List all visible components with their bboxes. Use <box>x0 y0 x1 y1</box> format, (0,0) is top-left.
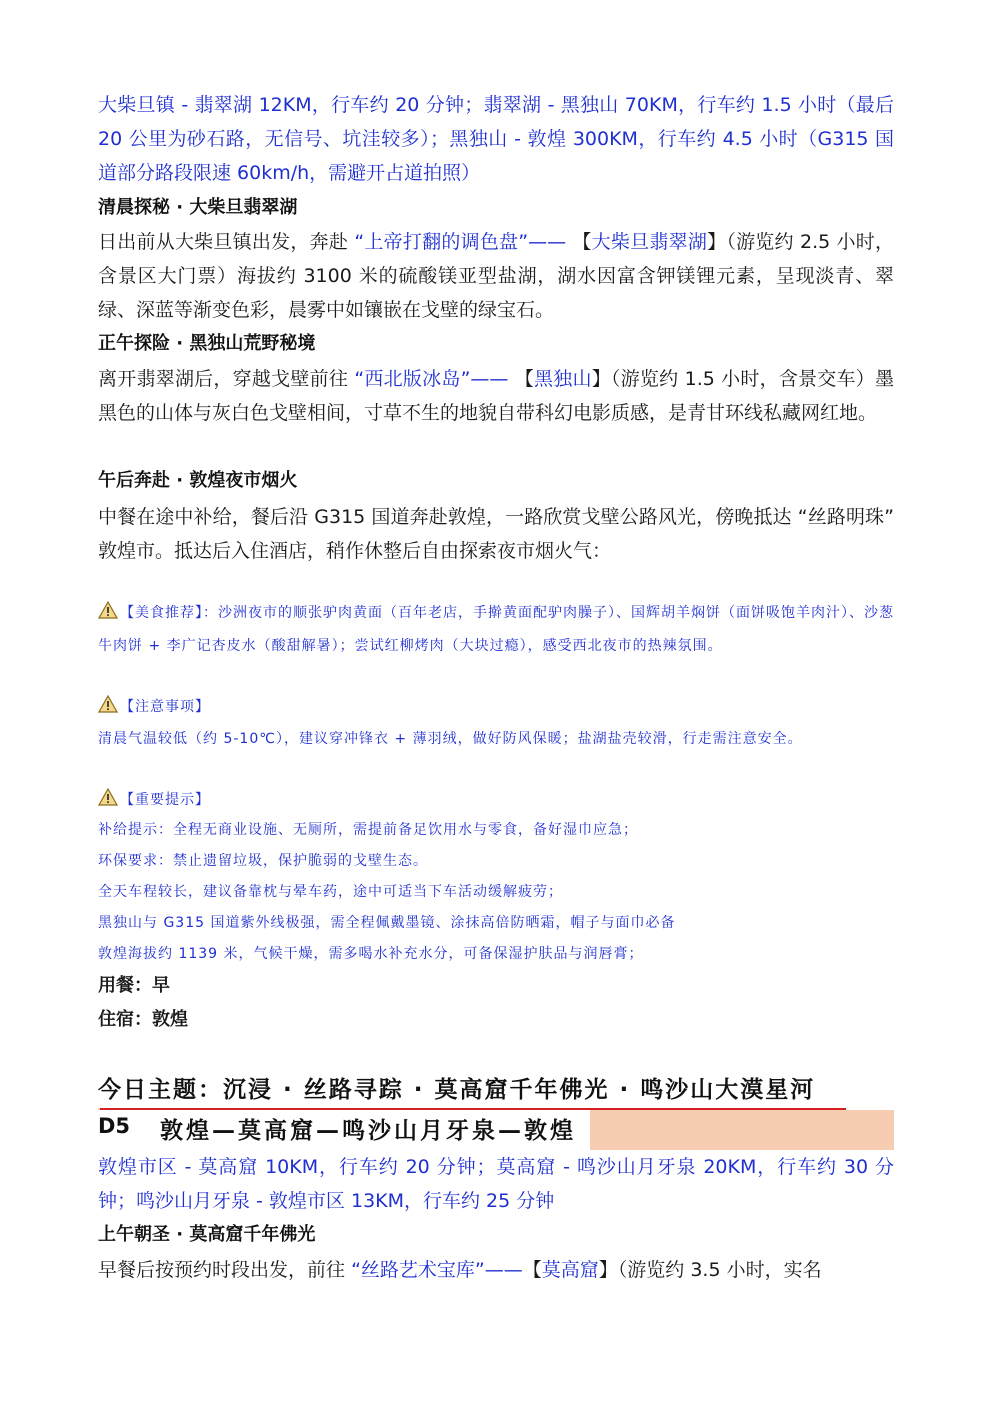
place-name-mogao: 莫高窟 <box>541 1259 599 1281</box>
section-heading-mogao: 上午朝圣 · 莫高窟千年佛光 <box>98 1224 316 1245</box>
place-name-jade-lake: 大柴旦翡翠湖 <box>591 231 708 253</box>
stay-info: 住宿：敦煌 <box>98 1009 188 1030</box>
list-item: 敦煌海拔约 1139 米，气候干燥，需多喝水补充水分，可备保湿护肤品与润唇膏； <box>98 946 644 962</box>
day-header <box>98 1110 894 1150</box>
tips-list <box>98 815 894 970</box>
place-name-black-mountain: 黑独山 <box>533 368 592 390</box>
list-item: 补给提示：全程无商业设施、无厕所，需提前备足饮用水与零食，备好湿巾应急； <box>98 822 638 838</box>
tips-title: 【重要提示】 <box>98 785 894 818</box>
list-item: 环保要求：禁止遗留垃圾，保护脆弱的戈壁生态。 <box>98 853 428 869</box>
notice-text: 清晨气温较低（约 5-10℃），建议穿冲锋衣 + 薄羽绒，做好防风保暖；盐湖盐壳较滑，行走需注意安全。 <box>98 731 803 747</box>
day-number: D5 <box>98 1114 131 1138</box>
section-heading-dunhuang-night: 午后奔赴 · 敦煌夜市烟火 <box>98 470 298 491</box>
section-text-dunhuang-night: 中餐在途中补给，餐后沿 G315 国道奔赴敦煌，一路欣赏戈壁公路风光，傍晚抵达 “丝路明珠” 敦煌市。抵达后入住酒店，稍作休整后自由探索夜市烟火气： <box>98 506 894 562</box>
list-item: 黑独山与 G315 国道紫外线极强，需全程佩戴墨镜、涂抹高倍防晒霜，帽子与面巾必备 <box>98 915 676 931</box>
notice-title: 【注意事项】 <box>98 692 894 725</box>
route-info-d5: 敦煌市区 - 莫高窟 10KM，行车约 20 分钟；莫高窟 - 鸣沙山月牙泉 20KM，行车约 30 分钟；鸣沙山月牙泉 - 敦煌市区 13KM，行车约 25 分钟 <box>98 1156 894 1212</box>
section-heading-black-mountain: 正午探险 · 黑独山荒野秘境 <box>98 333 316 354</box>
route-info-d4: 大柴旦镇 - 翡翠湖 12KM，行车约 20 分钟；翡翠湖 - 黑独山 70KM，行车约 1.5 小时（最后 20 公里为砂石路，无信号、坑洼较多）；黑独山 - 敦煌 300KM，行车约 4.5 小时（G315 国道部分路段限速 60km/h，需避开占道拍照） <box>98 94 894 184</box>
meal-info: 用餐：早 <box>98 975 170 996</box>
warning-icon <box>98 787 118 818</box>
food-title: 【美食推荐】 <box>120 605 203 621</box>
list-item: 全天车程较长，建议备靠枕与晕车药，途中可适当下车活动缓解疲劳； <box>98 884 563 900</box>
section-text-mogao: 早餐后按预约时段出发，前往 “丝路艺术宝库”——【莫高窟】（游览约 3.5 小时，实名 <box>98 1259 822 1281</box>
section-text-jade-lake: 日出前从大柴旦镇出发，奔赴 “上帝打翻的调色盘”—— 【大柴旦翡翠湖】（游览约 2.5 小时，含景区大门票）海拔约 3100 米的硫酸镁亚型盐湖，湖水因富含钾镁锂元素，呈现淡青、翠绿、深蓝等渐变色彩，晨雾中如镶嵌在戈壁的绿宝石。 <box>98 231 894 321</box>
warning-icon <box>98 600 118 631</box>
section-heading-jade-lake: 清晨探秘 · 大柴旦翡翠湖 <box>98 197 298 218</box>
food-recommendation: 【美食推荐】：沙洲夜市的顺张驴肉黄面（百年老店，手擀黄面配驴肉臊子）、国辉胡羊焖饼（面饼吸饱羊肉汁）、沙葱牛肉饼 + 李广记杏皮水（酸甜解暑）；尝试红柳烤肉（大块过瘾），感受西北夜市的热辣氛围。 <box>98 598 894 662</box>
warning-icon <box>98 694 118 725</box>
section-text-black-mountain: 离开翡翠湖后，穿越戈壁前往 “西北版冰岛”—— 【黑独山】（游览约 1.5 小时，含景交车）墨黑色的山体与灰白色戈壁相间，寸草不生的地貌自带科幻电影质感，是青甘环线私藏网红地。 <box>98 368 894 424</box>
day-title: 敦煌—莫高窟—鸣沙山月牙泉—敦煌 <box>160 1118 576 1144</box>
day-theme: 今日主题：沉浸 · 丝路寻踪 · 莫高窟千年佛光 · 鸣沙山大漠星河 <box>98 1072 846 1110</box>
